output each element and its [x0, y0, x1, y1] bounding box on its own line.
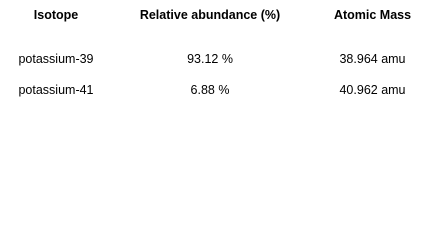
- cell-isotope: potassium-41: [18, 82, 94, 97]
- table-spacer-row: [0, 30, 437, 43]
- header-atomic-mass: Atomic Mass: [333, 8, 412, 22]
- cell-atomic-mass: 38.964 amu: [339, 51, 406, 66]
- table-header-row: [0, 0, 437, 30]
- cell-isotope: potassium-39: [18, 51, 94, 66]
- isotope-table: [0, 0, 437, 105]
- header-isotope: Isotope: [33, 8, 79, 22]
- cell-atomic-mass: 40.962 amu: [339, 82, 406, 97]
- table-row: [0, 43, 437, 74]
- isotope-table-container: [0, 0, 437, 105]
- cell-relative-abundance: 93.12 %: [187, 51, 233, 66]
- cell-relative-abundance: 6.88 %: [190, 82, 230, 97]
- header-relative-abundance: Relative abundance (%): [139, 8, 281, 22]
- table-row: [0, 74, 437, 105]
